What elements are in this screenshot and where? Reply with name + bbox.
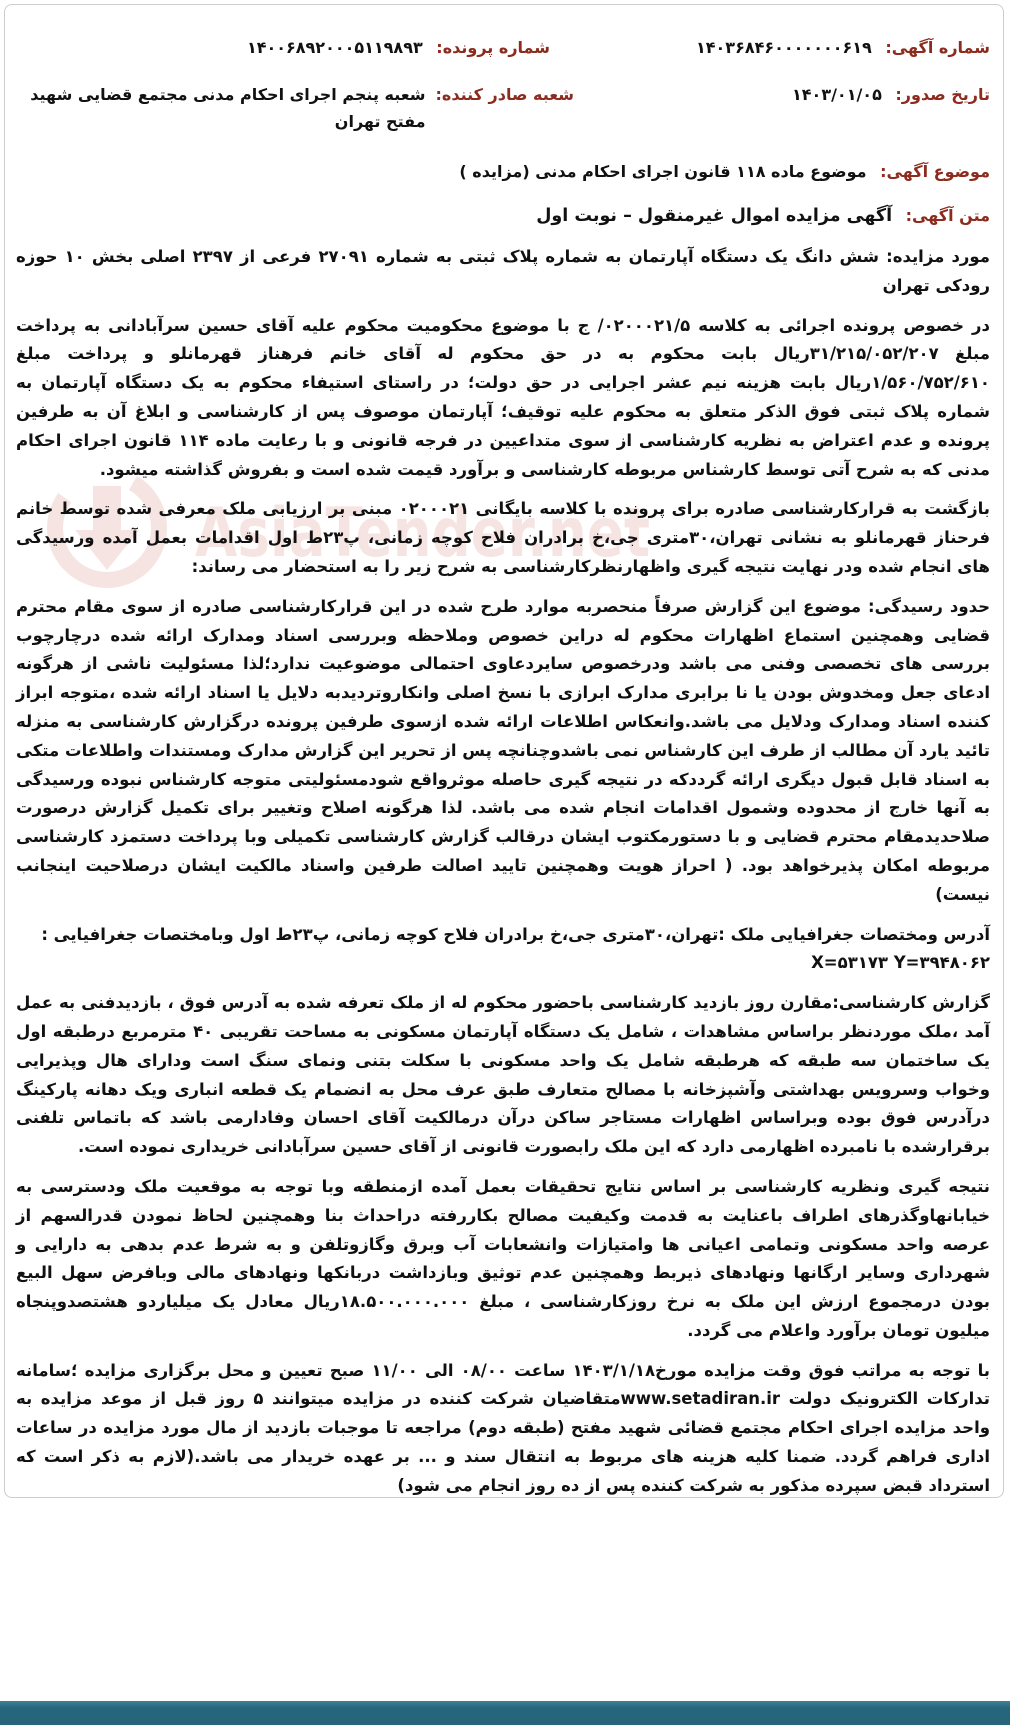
geo-coordinates: X=۵۳۱۷۳ Y=۳۹۴۸۰۶۲ [811,953,990,973]
watermark-text: AsiaTender.net [195,494,650,573]
paragraph-auction-item: مورد مزایده: شش دانگ یک دستگاه آپارتمان به شماره پلاک ثبتی به شماره ۲۷۰۹۱ فرعی از ۲۳۹۷ اصلی بخش ۱۰ حوزه رودکی تهران [16,247,990,295]
bottom-bar [0,1701,1010,1725]
paragraph-scope: حدود رسیدگی: موضوع این گزارش صرفاً منحصربه موارد طرح شده در این قرارکارشناسی صادره از سوی مقام محترم قضایی وهمچنین استماع اظهارات محکوم له دراین خصوص وملاحظه وبررسی اسناد ومدارک ارائه شده درچارچوب بررسی های تخصصی وفنی می باشد ودرخصوص سایردعاوی احتمالی موضوعیت ندارد؛لذا مسئولیت ناشی از هرگونه ادعای جعل ومخدوش بودن یا نا برابری مدارک ابرازی با نسخ اصلی وانکاروتردیدبه دلایل یا اسناد ارائه شده ،متوجه ابراز کننده اسناد ومدارک ودلایل می باشد.وانعکاس اطلاعات ارائه شده ازسوی طرفین پرونده درگزارش کارشناسی به منزله تائید یارد آن مطالب از طرف این کارشناس نمی باشدوچنانچه پس از تحریر این گزارش مدارک ومستندات واطلاعات متکی به اسناد قابل قبول دیگری ارائه گرددکه در نتیجه گیری حاصله موثرواقع شودمسئولیتی متوجه کارشناس نبوده ورسیدگی به آنها خارج از محدوده وشمول اقدامات انجام شده می باشد. لذا هرگونه اصلاح وتغییر برای تکمیل گزارش درصورت صلاحدیدمقام محترم قضایی و با دستورمکتوب ایشان درقالب گزارش کارشناسی تکمیلی وبا پرداخت دستمزد کارشناسی مربوطه امکان پذیرخواهد بود. ( احراز هویت وهمچنین تایید اصالت طرفین واسناد مالکیت ایشان درصلاحیت اینجانب نیست) [16,596,990,904]
notice-subject [459,158,990,186]
paragraph-conclusion: نتیجه گیری ونظریه کارشناسی بر اساس نتایج تحقیقات بعمل آمده ازمنطقه وبا توجه به موقعیت ملک ودسترسی به خیابانهاوگذرهای اطراف باعنایت به قدمت وکیفیت مصالح بکاررفته دراحداث بنا وهمچنین لحاظ نمودن قدرالسهم از عرصه واحد مسکونی وتمامی اعیانی ها وامتیازات وانشعابات آب وبرق وگازوتلفن و به شرط عدم بدهی به دارایی و شهرداری وسایر ارگانها ونهادهای ذیربط وهمچنین عدم توثیق وبازداشت دربانکها ونهادهای مالی وبافرض سهل البیع بودن درمجموع ارزش این ملک به نرخ روزکارشناسی ، مبلغ ۱۸.۵۰۰.۰۰۰.۰۰۰ریال معادل یک میلیاردو هشتصدوپنجاه میلیون تومان برآورد واعلام می گردد. [16,1176,990,1340]
notice-subject-label: موضوع آگهی: [880,162,990,181]
issuing-branch-value: شعبه پنجم اجرای احکام مدنی مجتمع قضایی شهید مفتح تهران [30,85,426,131]
paragraph-case-summary: در خصوص پرونده اجرائی به کلاسه ۰۲۰۰۰۲۱/۵/ ج با موضوع محکومیت محکوم علیه آقای حسین سرآبادانی به پرداخت مبلغ ۳۱/۲۱۵/۰۵۲/۲۰۷ریال بابت محکوم به در حق محکوم له آقای خانم فرهناز قهرمانلو و پرداخت مبلغ ۱/۵۶۰/۷۵۲/۶۱۰ریال بابت هزینه نیم عشر اجرایی در حق دولت؛ در راستای استیفاء محکوم به یک دستگاه آپارتمان به شماره پلاک ثبتی فوق الذکر متعلق به محکوم علیه توقیف؛ آپارتمان موصوف پس از کارشناسی و ابلاغ آن به طرفین پرونده و عدم اعتراض به نظریه کارشناسی از سوی متداعیین در فرجه قانونی و با رعایت ماده ۱۱۴ قانون اجرای احکام مدنی که به شرح آتی توسط کارشناس مربوطه کارشناسی و برآورد قیمت شده است و بفروش گذاشته میشود. [16,315,990,479]
notice-subject-value: موضوع ماده ۱۱۸ قانون اجرای احکام مدنی (مزایده ) [459,162,867,181]
case-number-label: شماره پرونده: [436,38,550,57]
ad-number-value: ۱۴۰۳۶۸۴۶۰۰۰۰۰۰۰۶۱۹ [696,38,872,57]
notice-body-title-value: آگهی مزایده اموال غیرمنقول – نوبت اول [536,206,893,226]
issue-date-field [792,81,990,108]
paragraph-expert-report: گزارش کارشناسی:مقارن روز بازدید کارشناسی باحضور محکوم له از ملک تعرفه شده به آدرس فوق ، بازدیدفنی به عمل آمد ،ملک موردنظر براساس مشاهدات ، شامل یک دستگاه آپارتمان مسکونی به مساحت تقریبی ۴۰ مترمربع درطبقه اول یک ساختمان سه طبقه که هرطبقه شامل یک واحد مسکونی با سکلت بتنی ونمای سنگ است ودارای هال وپذیرایی وخواب وسرویس بهداشتی وآشپزخانه با مصالح متعارف طبق عرف محل به انضمام یک قطعه انباری ویک دهانه پارکینگ درآدرس فوق بوده وبراساس اظهارات مستاجر ساکن درآن درمالکیت آقای احسان وفادارمی باشد که باتماس تلفنی برقرارشده با نامبرده اظهارمی دارد که این ملک رابصورت قانونی از آقای حسین سرآبادانی خریداری نموده است. [16,993,990,1157]
paragraph-auction-terms: با توجه به مراتب فوق وقت مزایده مورخ۱۴۰۳/۱/۱۸ ساعت ۰۸/۰۰ الی ۱۱/۰۰ صبح تعیین و محل برگزاری مزایده ؛سامانه تدارکات الکترونیک دولت www.setadiran.irمتقاضیان شرکت کننده در مزایده میتوانند ۵ روز قبل از موعد مزایده به واحد مزایده اجرای احکام مجتمع قضائی شهید مفتح (طبقه دوم) مراجعه تا موجبات بازدید از مال مورد مزایده در ساعات اداری فراهم گردد. ضمنا کلیه هزینه های مربوط به انتقال سند و ... بر عهده خریدار می باشد.(لازم به ذکر است که استرداد قبض سپرده مذکور به شرکت کننده پس از ده روز انجام می شود) [16,1360,990,1495]
issue-date-label: تاریخ صدور: [895,85,990,104]
paragraph-expert-order: بازگشت به قرارکارشناسی صادره برای پرونده با کلاسه بایگانی ۰۲۰۰۰۲۱ مبنی بر ارزیابی ملک معرفی شده توسط خانم فرحناز قهرمانلو به نشانی تهران،۳۰متری جی،خ برادران فلاح کوچه زمانی، پ۲۳ط اول اقدامات بعمل آمده ورسیدگی های انجام شده ودر نهایت نتیجه گیری واظهارنظرکارشناسی به شرح زیر را به استحضار می رساند: [16,499,990,576]
case-number-field [247,34,550,61]
issuing-branch-field [0,81,574,135]
issue-date-value: ۱۴۰۳/۰۱/۰۵ [792,85,882,104]
notice-body [16,243,990,1512]
case-number-value: ۱۴۰۰۶۸۹۲۰۰۰۵۱۱۹۸۹۳ [246,38,423,57]
ad-number-label: شماره آگهی: [885,38,990,57]
notice-body-title-label: متن آگهی: [905,206,990,225]
address-text: آدرس ومختصات جغرافیایی ملک :تهران،۳۰متری جی،خ برادران فلاح کوچه زمانی، پ۲۳ط اول وبامختصات جغرافیایی : [41,924,990,944]
notice-body-title [536,202,990,230]
paragraph-address [16,921,990,979]
issuing-branch-label: شعبه صادر کننده: [435,85,574,104]
ad-number-field [696,34,990,61]
